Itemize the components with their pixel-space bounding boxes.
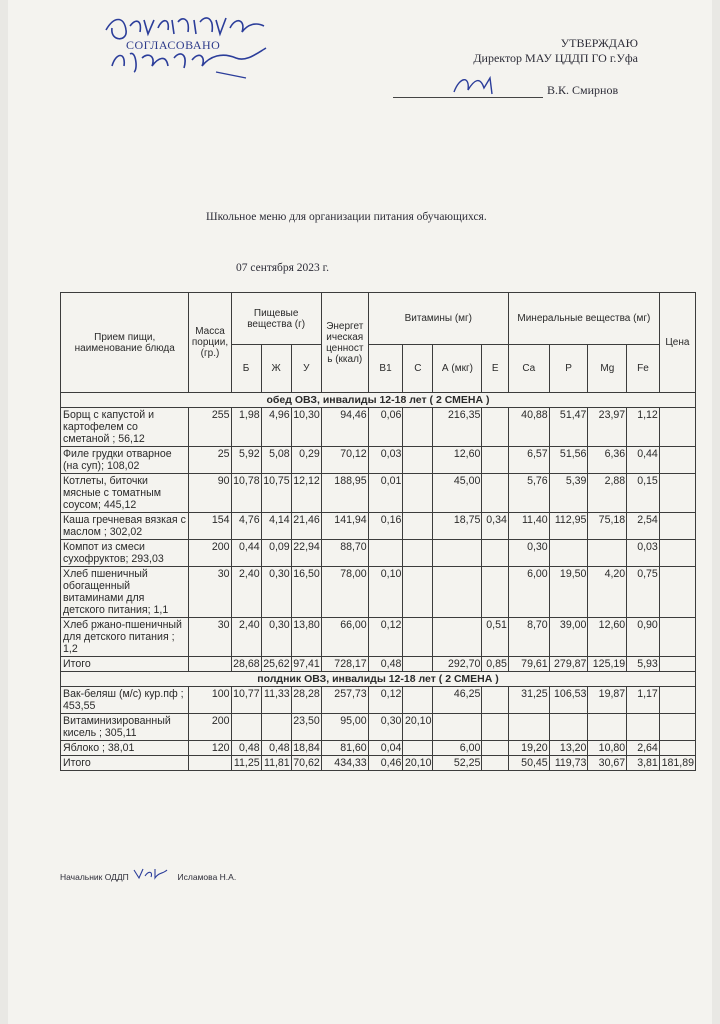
cell-price — [659, 741, 695, 756]
director-signature-icon — [448, 70, 508, 100]
cell-c — [403, 447, 433, 474]
cell-u: 13,80 — [291, 618, 321, 657]
cell-p — [549, 714, 588, 741]
cell-u: 18,84 — [291, 741, 321, 756]
header-price: Цена — [659, 293, 695, 393]
section-title: полдник ОВЗ, инвалиды 12-18 лет ( 2 СМЕНА ) — [61, 672, 696, 687]
cell-energy: 434,33 — [321, 756, 368, 771]
cell-energy: 66,00 — [321, 618, 368, 657]
cell-mass: 30 — [189, 618, 231, 657]
director-signature-row — [393, 83, 633, 98]
cell-zh: 11,81 — [261, 756, 291, 771]
footer-position: Начальник ОДДП — [60, 872, 129, 882]
cell-mass: 154 — [189, 513, 231, 540]
cell-b1: 0,06 — [368, 408, 403, 447]
cell-u: 70,62 — [291, 756, 321, 771]
cell-ca: 8,70 — [508, 618, 549, 657]
cell-fe: 1,17 — [627, 687, 660, 714]
cell-ca: 6,57 — [508, 447, 549, 474]
approval-right-block — [388, 36, 638, 66]
cell-a — [433, 714, 482, 741]
cell-e — [482, 756, 509, 771]
cell-b: 4,76 — [231, 513, 261, 540]
approval-left-label: СОГЛАСОВАНО — [126, 38, 221, 52]
dish-name: Хлеб пшеничный обогащенный витаминами для детского питания; 1,1 — [61, 567, 189, 618]
cell-c — [403, 741, 433, 756]
cell-a — [433, 618, 482, 657]
cell-fe: 0,75 — [627, 567, 660, 618]
cell-price — [659, 408, 695, 447]
cell-zh: 10,75 — [261, 474, 291, 513]
footer-signature-icon — [131, 866, 171, 880]
total-row — [61, 756, 696, 771]
table-row — [61, 513, 696, 540]
cell-u: 28,28 — [291, 687, 321, 714]
cell-ca: 31,25 — [508, 687, 549, 714]
cell-b1: 0,46 — [368, 756, 403, 771]
cell-energy: 78,00 — [321, 567, 368, 618]
document-date: 07 сентября 2023 г. — [236, 262, 329, 274]
cell-c — [403, 474, 433, 513]
cell-b: 10,78 — [231, 474, 261, 513]
cell-price — [659, 657, 695, 672]
cell-u: 22,94 — [291, 540, 321, 567]
cell-e — [482, 408, 509, 447]
footer — [60, 866, 236, 882]
cell-u: 21,46 — [291, 513, 321, 540]
cell-u: 0,29 — [291, 447, 321, 474]
cell-ca: 11,40 — [508, 513, 549, 540]
cell-p: 106,53 — [549, 687, 588, 714]
cell-e — [482, 714, 509, 741]
cell-p: 39,00 — [549, 618, 588, 657]
cell-c: 20,10 — [403, 714, 433, 741]
table-row — [61, 474, 696, 513]
total-label: Итого — [61, 756, 189, 771]
table-row — [61, 687, 696, 714]
cell-price — [659, 687, 695, 714]
dish-name: Котлеты, биточки мясные с томатным соусом; 445,12 — [61, 474, 189, 513]
cell-a: 45,00 — [433, 474, 482, 513]
cell-price — [659, 474, 695, 513]
cell-p — [549, 540, 588, 567]
cell-e — [482, 741, 509, 756]
cell-energy: 188,95 — [321, 474, 368, 513]
cell-ca: 0,30 — [508, 540, 549, 567]
cell-mg: 2,88 — [588, 474, 627, 513]
cell-price — [659, 618, 695, 657]
header-fe: Fe — [627, 345, 660, 393]
dish-name: Компот из смеси сухофруктов; 293,03 — [61, 540, 189, 567]
cell-zh: 0,30 — [261, 618, 291, 657]
cell-b1: 0,48 — [368, 657, 403, 672]
cell-a: 12,60 — [433, 447, 482, 474]
cell-price — [659, 540, 695, 567]
cell-b: 2,40 — [231, 567, 261, 618]
cell-c — [403, 618, 433, 657]
cell-energy: 95,00 — [321, 714, 368, 741]
stamp-text — [96, 10, 101, 11]
cell-mg: 6,36 — [588, 447, 627, 474]
cell-b: 11,25 — [231, 756, 261, 771]
cell-u: 16,50 — [291, 567, 321, 618]
cell-p: 112,95 — [549, 513, 588, 540]
cell-e — [482, 447, 509, 474]
header-c: С — [403, 345, 433, 393]
cell-c — [403, 687, 433, 714]
header-mass: Масса порции, (гр.) — [189, 293, 231, 393]
cell-fe — [627, 714, 660, 741]
cell-fe: 2,54 — [627, 513, 660, 540]
cell-price — [659, 447, 695, 474]
cell-b: 10,77 — [231, 687, 261, 714]
cell-c — [403, 657, 433, 672]
cell-ca — [508, 714, 549, 741]
cell-mg: 125,19 — [588, 657, 627, 672]
cell-b: 2,40 — [231, 618, 261, 657]
cell-p: 5,39 — [549, 474, 588, 513]
cell-a: 6,00 — [433, 741, 482, 756]
total-label: Итого — [61, 657, 189, 672]
cell-b — [231, 714, 261, 741]
cell-e: 0,85 — [482, 657, 509, 672]
cell-e — [482, 567, 509, 618]
cell-mg: 12,60 — [588, 618, 627, 657]
cell-mass: 100 — [189, 687, 231, 714]
cell-b1: 0,12 — [368, 687, 403, 714]
cell-ca: 19,20 — [508, 741, 549, 756]
cell-mass: 200 — [189, 714, 231, 741]
header-e: Е — [482, 345, 509, 393]
cell-energy: 81,60 — [321, 741, 368, 756]
cell-fe: 0,03 — [627, 540, 660, 567]
header-minerals: Минеральные вещества (мг) — [508, 293, 659, 345]
cell-fe: 2,64 — [627, 741, 660, 756]
table-row — [61, 741, 696, 756]
cell-zh: 5,08 — [261, 447, 291, 474]
cell-b1: 0,12 — [368, 618, 403, 657]
cell-a: 46,25 — [433, 687, 482, 714]
cell-c: 20,10 — [403, 756, 433, 771]
cell-b1: 0,16 — [368, 513, 403, 540]
cell-a — [433, 540, 482, 567]
footer-signature — [131, 866, 175, 882]
cell-energy: 88,70 — [321, 540, 368, 567]
approval-title: УТВЕРЖДАЮ — [560, 36, 638, 50]
cell-mg — [588, 714, 627, 741]
table-header — [61, 293, 696, 393]
dish-name: Борщ с капустой и картофелем со сметаной ; 56,12 — [61, 408, 189, 447]
cell-mg: 30,67 — [588, 756, 627, 771]
header-mg: Mg — [588, 345, 627, 393]
cell-c — [403, 567, 433, 618]
header-a: А (мкг) — [433, 345, 482, 393]
table-body — [61, 393, 696, 771]
cell-zh: 4,96 — [261, 408, 291, 447]
cell-energy: 257,73 — [321, 687, 368, 714]
table-row — [61, 408, 696, 447]
dish-name: Хлеб ржано-пшеничный для детского питания ; 1,2 — [61, 618, 189, 657]
cell-zh: 0,09 — [261, 540, 291, 567]
cell-energy: 94,46 — [321, 408, 368, 447]
table-row — [61, 567, 696, 618]
cell-price: 181,89 — [659, 756, 695, 771]
dish-name: Каша гречневая вязкая с маслом ; 302,02 — [61, 513, 189, 540]
cell-energy: 70,12 — [321, 447, 368, 474]
cell-mg: 23,97 — [588, 408, 627, 447]
cell-a — [433, 567, 482, 618]
cell-u: 10,30 — [291, 408, 321, 447]
cell-zh: 4,14 — [261, 513, 291, 540]
cell-e: 0,34 — [482, 513, 509, 540]
cell-b1: 0,04 — [368, 741, 403, 756]
cell-ca: 79,61 — [508, 657, 549, 672]
cell-zh: 0,30 — [261, 567, 291, 618]
cell-ca: 6,00 — [508, 567, 549, 618]
cell-a: 18,75 — [433, 513, 482, 540]
cell-mg: 4,20 — [588, 567, 627, 618]
cell-a: 292,70 — [433, 657, 482, 672]
document-title: Школьное меню для организации питания обучающихся. — [206, 211, 487, 223]
cell-mass — [189, 657, 231, 672]
cell-u: 23,50 — [291, 714, 321, 741]
cell-ca: 40,88 — [508, 408, 549, 447]
cell-b1: 0,01 — [368, 474, 403, 513]
cell-b1 — [368, 540, 403, 567]
cell-mass — [189, 756, 231, 771]
dish-name: Витаминизированный кисель ; 305,11 — [61, 714, 189, 741]
cell-zh: 0,48 — [261, 741, 291, 756]
dish-name: Вак-беляш (м/с) кур.пф ; 453,55 — [61, 687, 189, 714]
dish-name: Яблоко ; 38,01 — [61, 741, 189, 756]
cell-mass: 90 — [189, 474, 231, 513]
director-name: В.К. Смирнов — [547, 83, 619, 97]
cell-price — [659, 567, 695, 618]
cell-mg: 19,87 — [588, 687, 627, 714]
cell-mg: 75,18 — [588, 513, 627, 540]
cell-zh: 11,33 — [261, 687, 291, 714]
cell-a: 52,25 — [433, 756, 482, 771]
handwritten-stamp-icon — [96, 8, 276, 98]
cell-p: 51,47 — [549, 408, 588, 447]
header-vitamins: Витамины (мг) — [368, 293, 508, 345]
cell-ca: 5,76 — [508, 474, 549, 513]
header-energy: Энергетическая ценность (ккал) — [321, 293, 368, 393]
cell-p: 19,50 — [549, 567, 588, 618]
cell-p: 51,56 — [549, 447, 588, 474]
cell-zh: 25,62 — [261, 657, 291, 672]
cell-b: 28,68 — [231, 657, 261, 672]
cell-mass: 30 — [189, 567, 231, 618]
section-header-row — [61, 672, 696, 687]
header-u: У — [291, 345, 321, 393]
cell-a: 216,35 — [433, 408, 482, 447]
cell-fe: 0,15 — [627, 474, 660, 513]
cell-mass: 255 — [189, 408, 231, 447]
table-row — [61, 447, 696, 474]
cell-u: 97,41 — [291, 657, 321, 672]
cell-fe: 3,81 — [627, 756, 660, 771]
cell-b1: 0,30 — [368, 714, 403, 741]
cell-mg — [588, 540, 627, 567]
approval-left-block — [96, 8, 276, 98]
cell-b: 0,48 — [231, 741, 261, 756]
cell-c — [403, 540, 433, 567]
cell-c — [403, 408, 433, 447]
cell-p: 279,87 — [549, 657, 588, 672]
header-zh: Ж — [261, 345, 291, 393]
cell-b1: 0,10 — [368, 567, 403, 618]
cell-zh — [261, 714, 291, 741]
approval-position: Директор МАУ ЦДДП ГО г.Уфа — [473, 51, 638, 65]
dish-name: Филе грудки отварное (на суп); 108,02 — [61, 447, 189, 474]
stamp-signature — [96, 12, 101, 13]
table-row — [61, 540, 696, 567]
table-row — [61, 618, 696, 657]
cell-price — [659, 513, 695, 540]
cell-mass: 120 — [189, 741, 231, 756]
cell-fe: 0,90 — [627, 618, 660, 657]
header-ca: Ca — [508, 345, 549, 393]
total-row — [61, 657, 696, 672]
menu-table — [60, 292, 696, 771]
cell-b: 5,92 — [231, 447, 261, 474]
header-nutrients: Пищевые вещества (г) — [231, 293, 321, 345]
cell-fe: 0,44 — [627, 447, 660, 474]
cell-u: 12,12 — [291, 474, 321, 513]
header-p: P — [549, 345, 588, 393]
cell-energy: 728,17 — [321, 657, 368, 672]
cell-mass: 25 — [189, 447, 231, 474]
header-meal: Прием пищи, наименование блюда — [61, 293, 189, 393]
cell-b: 1,98 — [231, 408, 261, 447]
cell-e — [482, 474, 509, 513]
cell-b: 0,44 — [231, 540, 261, 567]
cell-b1: 0,03 — [368, 447, 403, 474]
cell-e — [482, 687, 509, 714]
cell-fe: 5,93 — [627, 657, 660, 672]
cell-e: 0,51 — [482, 618, 509, 657]
cell-price — [659, 714, 695, 741]
footer-name: Исламова Н.А. — [177, 872, 237, 882]
header-b: Б — [231, 345, 261, 393]
section-header-row — [61, 393, 696, 408]
table-row — [61, 714, 696, 741]
cell-e — [482, 540, 509, 567]
cell-fe: 1,12 — [627, 408, 660, 447]
cell-energy: 141,94 — [321, 513, 368, 540]
cell-ca: 50,45 — [508, 756, 549, 771]
cell-mass: 200 — [189, 540, 231, 567]
cell-p: 119,73 — [549, 756, 588, 771]
cell-mg: 10,80 — [588, 741, 627, 756]
section-title: обед ОВЗ, инвалиды 12-18 лет ( 2 СМЕНА ) — [61, 393, 696, 408]
cell-p: 13,20 — [549, 741, 588, 756]
cell-c — [403, 513, 433, 540]
header-b1: В1 — [368, 345, 403, 393]
